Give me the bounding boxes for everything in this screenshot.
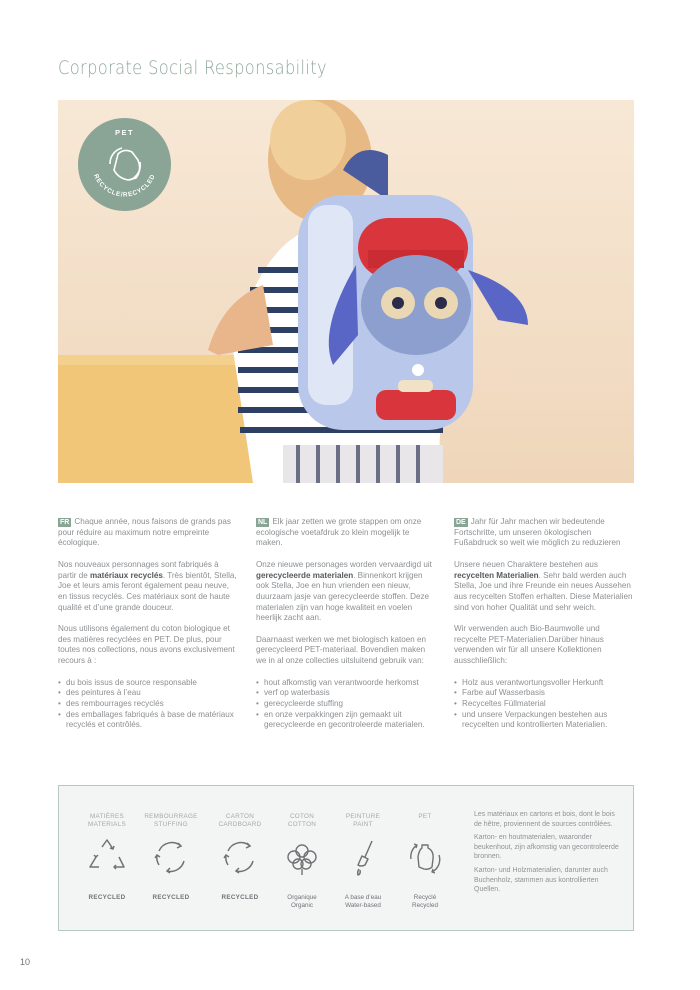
- recycle-circle-icon: [220, 837, 260, 877]
- de-p2-bold: recycelten Materialien: [454, 570, 539, 580]
- list-item: • Recyceltes Füllmaterial: [454, 699, 634, 710]
- material-cotton: [270, 813, 334, 910]
- material-label: COTON: [289, 813, 315, 820]
- material-materials: [75, 813, 139, 902]
- lang-tag-nl: NL: [258, 519, 268, 526]
- material-foot: Organique: [287, 894, 317, 901]
- nl-p2-start: Onze nieuwe personages worden vervaardigd uit: [256, 559, 432, 569]
- material-foot: Recyclé: [413, 894, 437, 901]
- list-item: • des peintures à l’eau: [58, 688, 238, 699]
- fr-p3: Nous utilisons également du coton biologique et des matières recyclées en PET. De plus, pour toutes nos collections, nous avons exclusivement recours à :: [58, 624, 235, 666]
- list-item: • des rembourrages recyclés: [58, 699, 238, 710]
- material-label: STUFFING: [154, 821, 188, 828]
- lang-tag-de: DE: [456, 519, 466, 526]
- recycle-circle-icon: [151, 837, 191, 877]
- list-item: • verf op waterbasis: [256, 688, 436, 699]
- column-nl: [256, 517, 436, 731]
- nl-p2-end: . Binnenkort krijgen ook Stella, Joe en hun vrienden een nieuw, duurzaam jasje van gerecycleerde stoffen. Deze materialen zijn van hoge kwaliteit en voelen heerlijk zacht aan.: [256, 570, 430, 623]
- list-item: • gerecycleerde stuffing: [256, 699, 436, 710]
- list-item: • und unsere Verpackungen bestehen aus recycelten und kontrollierten Materialien.: [454, 710, 634, 731]
- material-foot: RECYCLED: [221, 894, 259, 901]
- fr-p2-end: . Très bientôt, Stella, Joe et leurs amis feront également peau neuve, en tissus recyclés. Ces matériaux sont de haute qualité et d’une grande douceur.: [58, 570, 237, 612]
- material-foot: Water-based: [345, 901, 381, 909]
- materials-notes: [474, 810, 624, 899]
- nl-list: [256, 678, 436, 732]
- material-pet: [393, 813, 457, 910]
- list-item: • Farbe auf Wasserbasis: [454, 688, 634, 699]
- column-fr: [58, 517, 238, 731]
- material-label: MATIÈRES: [89, 813, 125, 820]
- pet-bottle-recycle-icon: [78, 118, 171, 211]
- note-nl: Karton- en houtmaterialen, waaronder beukenhout, zijn afkomstig van gecontroleerde bronnen.: [474, 834, 619, 861]
- material-label: COTTON: [287, 821, 317, 828]
- hero-photo: [58, 100, 634, 483]
- material-label: PEINTURE: [345, 813, 381, 820]
- fr-list: [58, 678, 238, 732]
- list-item: • en onze verpakkingen zijn gemaakt uit gerecycleerde en gecontroleerde materialen.: [256, 710, 436, 731]
- material-label: CARDBOARD: [218, 821, 262, 828]
- de-p3: Wir verwenden auch Bio-Baumwolle und recycelte PET-Materialien.Darüber hinaus verwenden wir für all unsere Kollektionen ausschließlich:: [454, 624, 604, 666]
- page-number: 10: [20, 957, 31, 967]
- de-p2-start: Unsere neuen Charaktere bestehen aus: [454, 559, 598, 569]
- material-label: CARTON: [225, 813, 255, 820]
- material-foot: Recycled: [412, 901, 438, 909]
- badge-bottom-label: RECYCLE/RECYCLED: [92, 173, 157, 199]
- cotton-flower-icon: [282, 837, 322, 877]
- list-item: • du bois issus de source responsable: [58, 678, 238, 689]
- materials-panel: [58, 785, 634, 931]
- note-de: Karton- und Holzmaterialien, darunter auch Buchenholz, stammen aus kontrollierten Quellen.: [474, 866, 608, 894]
- lang-tag-fr: FR: [60, 519, 70, 526]
- fr-p2-start: Nos nouveaux personnages sont fabriqués à partir de: [58, 559, 219, 580]
- material-label: PAINT: [353, 821, 373, 828]
- svg-text:RECYCLE/RECYCLED: [92, 173, 157, 199]
- material-label: PET: [418, 813, 432, 820]
- badge-top-label: PET: [114, 128, 135, 137]
- nl-p2-bold: gerecycleerde materialen: [256, 570, 354, 580]
- material-stuffing: [139, 813, 203, 902]
- material-cardboard: [208, 813, 272, 902]
- material-foot: RECYCLED: [88, 894, 126, 901]
- fr-p2-bold: matériaux recyclés: [89, 570, 163, 580]
- de-intro: Jahr für Jahr machen wir bedeutende Fortschritte, um unseren ökologischen Fußabdruck so weit wie möglich zu reduzieren: [454, 517, 621, 548]
- list-item: • des emballages fabriqués à base de matériaux recyclés et contrôlés.: [58, 710, 238, 731]
- note-fr: Les matériaux en cartons et bois, dont le bois de hêtre, proviennent de sources contrôlées.: [474, 811, 615, 828]
- material-paint: [331, 813, 395, 910]
- fr-intro: Chaque année, nous faisons de grands pas pour réduire au maximum notre empreinte écologique.: [58, 517, 231, 548]
- page-title: Corporate Social Responsability: [58, 58, 327, 79]
- de-list: [454, 678, 634, 732]
- pet-bottle-recycle-icon: [405, 837, 445, 877]
- paintbrush-icon: [343, 837, 383, 877]
- recycle-triangle-icon: [87, 837, 127, 877]
- material-foot: A base d’eau: [344, 894, 382, 901]
- nl-intro: Elk jaar zetten we grote stappen om onze ecologische voetafdruk zo klein mogelijk te maken.: [256, 517, 422, 548]
- material-label: REMBOURRAGE: [144, 813, 198, 820]
- de-p2-end: . Sehr bald werden auch Stella, Joe und ihre Freunde ein neues Aussehen aus recycelten Stoffen erhalten. Diese Materialien sind von hoher Qualität und sehr weich.: [454, 570, 633, 612]
- list-item: • Holz aus verantwortungsvoller Herkunft: [454, 678, 634, 689]
- material-foot: Organic: [290, 901, 314, 909]
- material-label: MATERIALS: [88, 821, 126, 828]
- nl-p3: Daarnaast werken we met biologisch katoen en gerecycleerd PET-materiaal. Bovendien maken we in al onze collecties uitsluitend gebruik van:: [256, 634, 427, 666]
- column-de: [454, 517, 634, 731]
- pet-recycled-badge: [78, 118, 171, 211]
- material-foot: RECYCLED: [152, 894, 190, 901]
- list-item: • hout afkomstig van verantwoorde herkomst: [256, 678, 436, 689]
